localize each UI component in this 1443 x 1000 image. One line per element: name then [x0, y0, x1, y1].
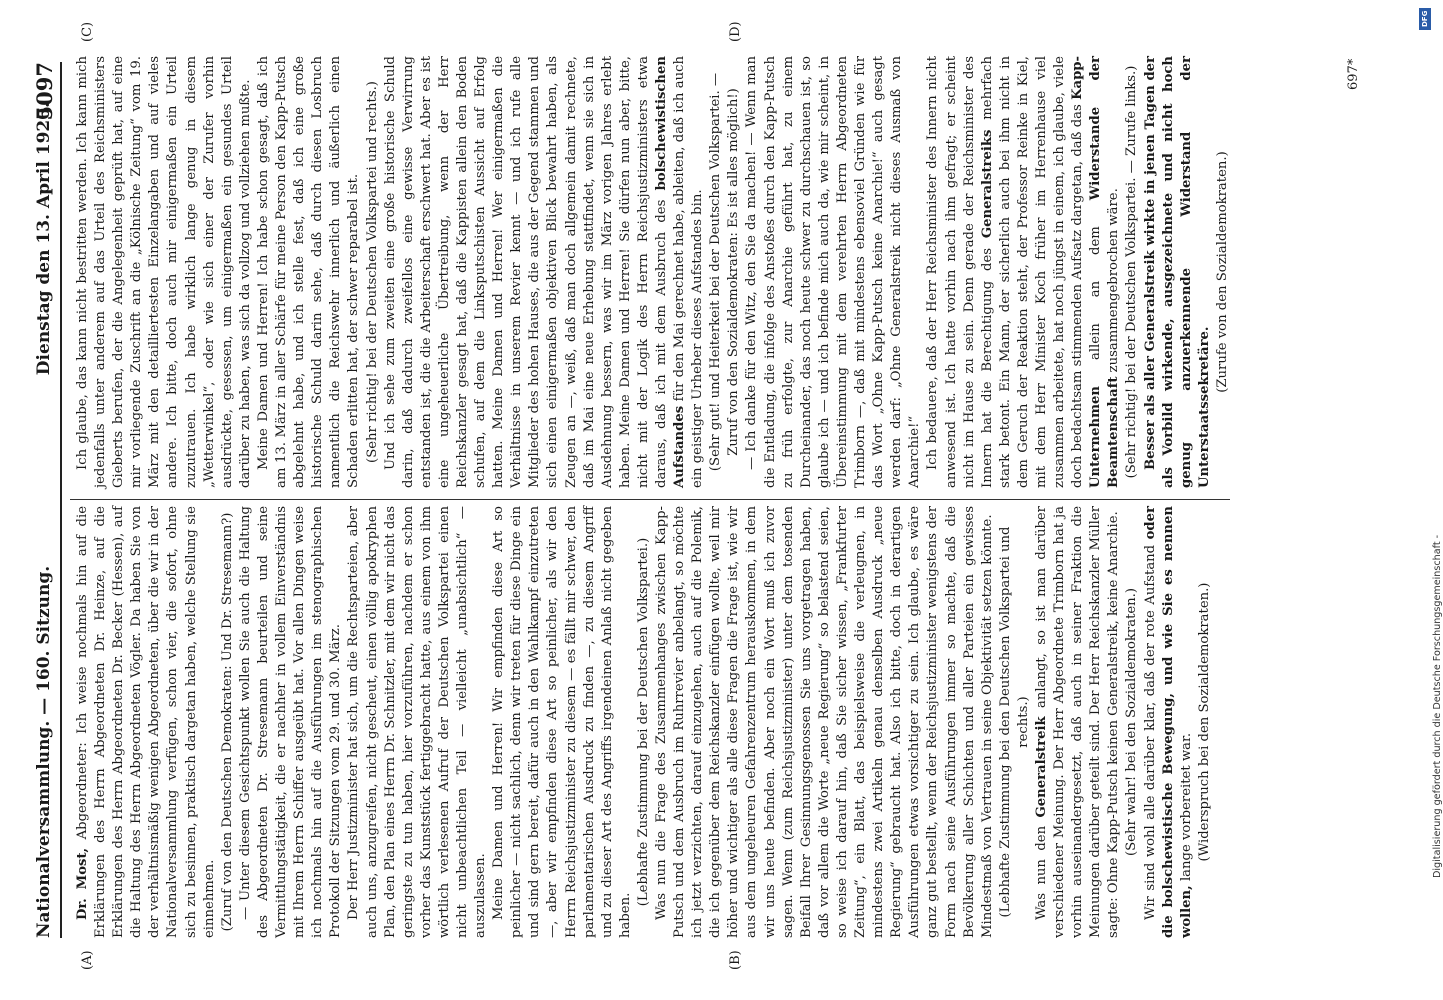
interjection: (Sehr wahr! bei den Sozialdemokraten.) [1124, 588, 1140, 856]
interjection: (Sehr richtig! bei der Deutschen Volkspartei und rechts.) [364, 81, 380, 463]
paragraph: — Ich danke für den Witz, den Sie da machen! — Wenn man die Entladung, die infolge des Anstoßes durch den Kapp-Putsch zu früh erfolgte, zur Anarchie geführt hat, zu einem Durcheinander, das noch heute schwer zu durchschauen ist, so glaube ich — und ich befinde mich auch da, wie mir scheint, in Übereinstimmung mit dem verehrten Herrn Abgeordneten Trimborn —, daß mit mindestens ebensoviel Gründen wie für das Wort „Ohne Kapp-Putsch keine Anarchie!“ auch gesagt werden darf: „Ohne Generalstreik nicht dieses Ausmaß von Anarchie!“ [744, 56, 923, 488]
margin-marker-b: (B) [728, 950, 743, 970]
paragraph-text: lange vorbereitet war. [1178, 732, 1194, 886]
paragraph-text: Was nun den [1033, 817, 1049, 920]
paragraph [924, 56, 1123, 488]
speaker-name: Dr. Most, [75, 847, 90, 920]
emphasis: bolschewistischen Aufstandes [654, 56, 688, 488]
interjection: (Lebhafte Zustimmung bei den Deutschen Volkspartei und rechts.) [997, 526, 1031, 918]
paragraph [1142, 506, 1196, 938]
paragraph-text: allein an dem [1088, 200, 1104, 386]
emphasis: Widerstande der Beamtenschaft [1088, 55, 1122, 488]
paragraph [74, 506, 219, 938]
left-column [74, 506, 1214, 938]
sheet-signature: 697* [1346, 58, 1361, 90]
page-number: 5097 [32, 62, 57, 121]
paragraph: Meine Damen und Herren! Wir empfinden diese Art so peinlicher — nicht sachlich, denn wir treten für diese Dinge ein und sind gern bereit, dafür auch in den Wahlkampf einzutreten —, aber wir empfinden diese Art so peinlicher, als wir den Herrn Reichsjustizminister zu diesem — es fällt mir schwer, den parlamentarischen Ausdruck zu finden —, zu diesem Angriff und zu dieser Art des Angriffs irgendeinen Anlaß nicht gegeben haben. [491, 506, 633, 938]
right-column [74, 56, 1232, 488]
paragraph: Meine Damen und Herren! Ich habe schon gesagt, daß ich am 13. März in aller Schärfe für meine Person den Kapp-Putsch abgelehnt habe, und ich stelle fest, daß ich eine große historische Schuld darin sehe, daß durch diesen Losbruch namentlich die Reichswehr innerlich und äußerlich einen Schaden erlitten hat, der schwer reparabel ist. [255, 56, 362, 488]
interjection: (Sehr richtig! bei der Deutschen Volkspartei. — Zurufe links.) [1124, 65, 1140, 479]
paragraph: Besser als aller Generalstreik wirkte in jenen Tagen der als Vorbild wirkende, ausgezeichnete und nicht hoch genug anzuerkennende Widerstand der Unterstaatssekretäre. [1142, 56, 1212, 488]
paragraph-text: Und ich sehe zum zweiten eine große historische Schuld darin, daß dadurch zweifellos eine gewisse Verwirrung entstanden ist, die die Arbeiterschaft erschwert hat. Aber es ist eine ungeheuerliche Übertreibung, wenn der Herr Reichskanzler gesagt hat, daß die Kappisten allein den Boden schufen, auf dem die Linksputschisten Aussicht auf Erfolg hatten. Meine Damen und Herren! Wer einigermaßen die Verhältnisse in unserem Revier kennt — und ich rufe alle Mitglieder des hohen Hauses, die aus der Gegend stammen und sich einen einigermaßen objektiven Blick bewahrt haben, als Zeugen an —, weiß, daß man doch allgemein damit rechnete, daß im Mai eine neue Erhebung stattfindet, wenn sie sich in Ausdehnung bessern, was wir im März vorigen Jahres erlebt haben. Meine Damen und Herren! Sie dürfen nun aber, bitte, nicht mit der Logik des Herrn Reichsjustizministers etwa daraus, daß ich mit dem Ausbruch des [382, 56, 669, 488]
interjection: (Lebhafte Zustimmung bei der Deutschen Volkspartei.) [635, 537, 651, 907]
paragraph-text: Ich bedauere, daß der Herr Reichsminister des Innern nicht anwesend ist. Ich hatte vorhin nach ihm gefragt; er scheint nicht im Hause zu sein. Denn gerade der Reichsminister des Innern hat die Berechtigung des [925, 56, 995, 488]
emphasis: Generalstreiks [979, 129, 995, 239]
paragraph [382, 56, 708, 488]
paragraph [1033, 506, 1123, 938]
emphasis: Generalstreik [1033, 716, 1049, 818]
dfg-credit-text: Digitalisierung gefördert durch die Deutsche Forschungsgemeinschaft - [1432, 534, 1443, 878]
emphasis: Kapp-Unternehmen [1070, 56, 1104, 488]
interjection: (Zurufe von den Sozialdemokraten.) [1214, 151, 1230, 393]
interjection: (Widerspruch bei den Sozialdemokraten.) [1196, 582, 1212, 862]
paragraph: — Unter diesem Gesichtspunkt wollen Sie auch die Haltung des Abgeordneten Dr. Stresemann beurteilen und seine Vermittlungstätigkeit, die er nachher in vollem Einverständnis mit Ihrem Herrn Schiffer ausgeübt hat. Vor allen Dingen weise ich nochmals hin auf die Ausführungen im stenographischen Protokoll der Sitzungen vom 29. und 30. März. [237, 506, 344, 938]
margin-marker-c: (C) [80, 21, 95, 42]
paragraph: Was nun die Frage des Zusammenhanges zwischen Kapp-Putsch und dem Ausbruch im Ruhrrevier anbelangt, so möchte ich jetzt verzichten, darauf einzugehen, auch auf die Polemik, die ich gegenüber dem Reichskanzler einfügen wollte, weil mir höher und wichtiger als alle diese Fragen die Frage ist, wie wir aus dem ungeheuren Gefahrenzentrum herauskommen, in dem wir uns heute befinden. Aber noch ein Wort muß ich zuvor sagen. Wenn (zum Reichsjustizminister) unter dem tosenden Beifall Ihrer Gesinnungsgenossen Sie uns vorgetragen haben, daß vor allem die Worte „neue Regierung“ so belastend seien, so weise ich darauf hin, daß Sie sicher wissen, „Frankfurter Zeitung“, ein Blatt, das beispielsweise die verleugnen, in mindestens zwei Artikeln genau denselben Ausdruck „neue Regierung“ gebraucht hat. Also ich bitte, doch in derartigen Ausführungen etwas vorsichtiger zu sein. Ich glaube, es wäre ganz gut bestellt, wenn der Reichsjustizminister wenigstens der Form nach seine Ausführungen immer so machte, daß die Bevölkerung aller Schichten und aller Parteien ein gewisses Mindestmaß von Vertrauen in seine Objektivität setzen könnte. [654, 506, 995, 938]
paragraph-text: Abgeordneter: Ich weise nochmals hin auf die Erklärungen des Herrn Abgeordneten Dr. Heinze, auf die Erklärungen des Herrn Abgeordneten Dr. Becker (Hessen), auf die Haltung des Herrn Abgeordneten Vögler. Da haben Sie von der verhältnismäßig wenigen Abgeordneten, über die wir in der Nationalversammlung verfügen, schon vier, die sofort, ohne sich zu besinnen, praktisch dargetan haben, welche Stellung sie einnehmen. [75, 506, 217, 938]
emphasis: oder die bolschewistische Bewegung, und wie Sie es nennen wollen, [1142, 506, 1194, 938]
column-divider [70, 499, 1230, 500]
page-header [34, 62, 62, 938]
paragraph-text: für den Mai gerechnet habe, ableiten, daß ich auch ein geistiger Urheber dieses Aufstandes bin. [672, 56, 706, 488]
paragraph-text: zusammengebrochen wäre. [1106, 188, 1122, 377]
paragraph: Der Herr Justizminister hat sich, um die Rechtsparteien, aber auch uns, anzugreifen, nicht gescheut, einen völlig apokryphen Plan, den Plan eines Herrn Dr. Schnitzler, mit dem wir nicht das geringste zu tun haben, hier vorzuführen, nachdem er schon vorher das Kunststück fertiggebracht hatte, aus einem von ihm wörtlich verlesenen Aufruf der Deutschen Volkspartei einen nicht unbeachtlichen Teil — vielleicht „unabsichtlich“ — auszulassen. [346, 506, 489, 938]
header-date: Dienstag den 13. April 1920. [34, 102, 54, 376]
paragraph-text: Wir sind wohl alle darüber klar, daß der rote Aufstand [1142, 539, 1158, 920]
dfg-logo: DFG [1419, 8, 1431, 30]
header-title: Nationalversammlung. — 160. Sitzung. [34, 565, 54, 938]
margin-marker-d: (D) [728, 21, 743, 42]
margin-marker-a: (A) [80, 950, 95, 970]
paragraph-text: anlangt, so ist man darüber verschiedener Meinung. Der Herr Abgeordnete Trimborn hat ja vorhin auseinandergesetzt, daß auch in seiner Fraktion die Meinungen darüber geteilt sind. Der Herr Reichskanzler Müller sagte: Ohne Kapp-Putsch keinen Generalstreik, keine Anarchie. [1033, 506, 1122, 938]
paragraph-text: mehrfach stark betont. Ein Mann, der sicherlich auch bei ihm nicht in dem Geruch der Reaktion steht, der Professor Reinke in Kiel, mit dem Herr Minister Koch früher im Herrenhause viel zusammen arbeitete, hat noch jüngst in einem, ich glaube, viele doch bedachtsam stimmenden Aufsatz dargetan, daß das [979, 56, 1086, 488]
dfg-credit [1418, 8, 1443, 888]
interjection: (Zuruf von den Deutschen Demokraten: Und Dr. Stresemann?) [219, 512, 235, 932]
paragraph: Ich glaube, das kann nicht bestritten werden. Ich kann mich jedenfalls unter anderem auf das Urteil des Reichsministers Gieberts berufen, der die Angelegenheit geprüft hat, auf eine mir vorliegende Zuschrift an die „Kölnische Zeitung“ vom 19. März mit den detailliertesten Einzelangaben und auf vieles andere. Ich bitte, doch auch mir einigermaßen ein Urteil zuzutrauen. Ich habe wirklich lange genug in diesem „Wetterwinkel“, oder wie sich einer der Zurufer vorhin ausdrückte, gesessen, um einigermaßen ein gesundes Urteil darüber zu haben, was sich da vollzog und vollziehen mußte. [75, 56, 253, 488]
interjection: (Sehr gut! und Heiterkeit bei der Deutschen Volkspartei. — Zuruf von den Sozialdemokraten: Es ist alles möglich!) [708, 72, 742, 472]
